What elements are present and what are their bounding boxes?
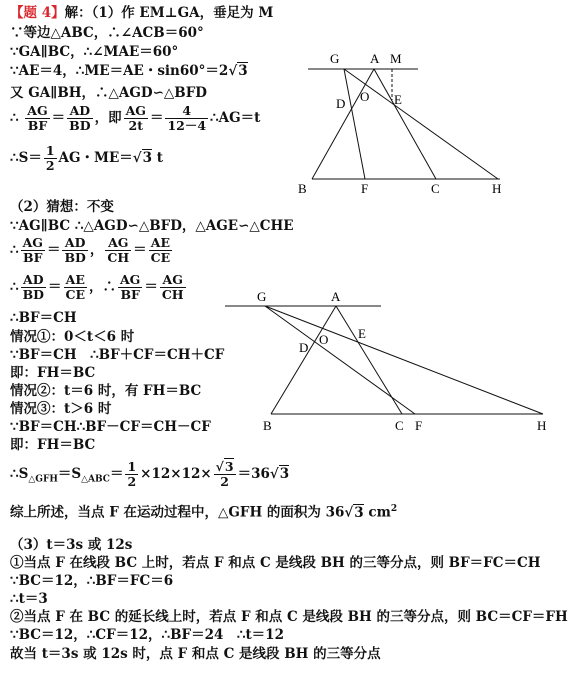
label-G: G bbox=[257, 290, 267, 304]
fraction: $\frac{√3}{2}$ bbox=[215, 459, 234, 489]
fraction: $\frac{AG}{BF}$ bbox=[27, 103, 48, 133]
label-F: F bbox=[415, 418, 423, 433]
part2-conclusion: 综上所述，当点 F 在运动过程中，△GFH 的面积为 36√3 $cm^2$ bbox=[10, 504, 398, 521]
label-F: F bbox=[361, 181, 369, 196]
fraction: $\frac{1}{2}$ bbox=[127, 459, 137, 489]
part3-line: 故当 t＝3s 或 12s 时，点 F 和点 C 是线段 BH 的三等分点 bbox=[10, 646, 381, 662]
part1-line: ∵AE＝4，∴ME＝AE・sin60°＝2√3 bbox=[10, 63, 248, 79]
problem-number: 【题 4】 bbox=[10, 5, 65, 21]
fraction: $\frac{AD}{BD}$ bbox=[64, 235, 86, 265]
part3-line: ∴t＝3 bbox=[10, 591, 48, 607]
part1-line: 又 GA∥BH，∴△AGD∽△BFD bbox=[10, 85, 208, 101]
part2-line: 即：FH＝BC bbox=[10, 437, 96, 453]
geometry-figure-1 bbox=[290, 50, 520, 200]
label-G: G bbox=[330, 51, 340, 66]
part3-line: ①当点 F 在线段 BC 上时，若点 F 和点 C 是线段 BH 的三等分点，则 BF＝FC＝CH bbox=[10, 555, 541, 571]
label-D: D bbox=[336, 96, 346, 111]
fraction: $\frac{AG}{BF}$ bbox=[119, 272, 141, 302]
label-D: D bbox=[299, 340, 309, 355]
fraction: $\frac{AG}{CH}$ bbox=[161, 272, 184, 302]
part2-line: 情况②：t＝6 时，有 FH＝BC bbox=[10, 383, 202, 399]
part2-line: 情况①：0＜t＜6 时 bbox=[10, 329, 135, 345]
label-E: E bbox=[358, 326, 366, 341]
part3-line: ②当点 F 在 BC 的延长线上时，若点 F 和点 C 是线段 BH 的三等分点，则 BC＝CF＝FH bbox=[10, 609, 568, 625]
part2-heading: （2）猜想：不变 bbox=[10, 199, 114, 215]
fraction: $\frac{AE}{CE}$ bbox=[150, 235, 171, 265]
part2-ratio-line: ∴ $\frac{AD}{BD}$ ＝ $\frac{AE}{CE}$ ，∴ $\frac{AG}{BF}$ ＝ $\frac{AG}{CH}$ bbox=[10, 272, 184, 302]
part1-ratio-line: ∴ $\frac{AG}{BF}$ ＝ $\frac{AD}{BD}$ ，即 $\frac{AG}{2t}$ ＝ $\frac{4}{12-4}$ ∴AG＝t bbox=[10, 103, 261, 133]
part2-line: ∵BF＝CH∴BF－CF＝CH－CF bbox=[10, 419, 211, 435]
part2-line: ∵AG∥BC ∴△AGD∽△BFD，△AGE∽△CHE bbox=[10, 218, 294, 234]
geometry-figure-2 bbox=[225, 290, 560, 440]
part2-line: ∵BF＝CH ∴BF＋CF＝CH＋CF bbox=[10, 347, 225, 363]
label-E: E bbox=[394, 92, 402, 107]
fraction: $\frac{AD}{BD}$ bbox=[22, 272, 44, 302]
part1-heading: 解：（1）作 EM⊥GA，垂足为 M bbox=[64, 5, 274, 21]
label-B: B bbox=[298, 181, 307, 196]
fraction: $\frac{AG}{BF}$ bbox=[22, 235, 43, 265]
label-H: H bbox=[492, 181, 502, 196]
part2-line: 情况③：t＞6 时 bbox=[10, 401, 112, 417]
fraction: $\frac{AE}{CE}$ bbox=[65, 272, 85, 302]
label-A: A bbox=[331, 290, 341, 304]
part2-area-line: $\therefore S_{\triangle GFH}=S_{\triangle ABC}=$ $\frac{1}{2}$ ×12×12× $\frac{√3}{2}$ ＝36√3 bbox=[10, 459, 290, 489]
part1-line: ∵等边△ABC，∴∠ACB＝60° bbox=[10, 25, 204, 41]
label-O: O bbox=[319, 332, 329, 347]
part3-line: ∵BC＝12，∴CF＝12，∴BF＝24 ∴t＝12 bbox=[10, 627, 284, 643]
fraction: $\frac{AD}{BD}$ bbox=[69, 103, 91, 133]
label-A: A bbox=[370, 51, 380, 66]
label-O: O bbox=[360, 89, 370, 104]
fraction: $\frac{AG}{CH}$ bbox=[107, 235, 130, 265]
fraction: $\frac{1}{2}$ bbox=[45, 143, 55, 173]
part3-line: ∵BC＝12，∴BF＝FC＝6 bbox=[10, 573, 174, 589]
label-B: B bbox=[263, 418, 272, 433]
part2-ratio-line: ∴ $\frac{AG}{BF}$ ＝ $\frac{AD}{BD}$ ， $\frac{AG}{CH}$ ＝ $\frac{AE}{CE}$ bbox=[10, 235, 171, 265]
label-M: M bbox=[390, 51, 402, 66]
part2-line: ∴BF＝CH bbox=[10, 310, 77, 326]
label-C: C bbox=[395, 418, 404, 433]
part1-line: ∵GA∥BC，∴∠MAE＝60° bbox=[10, 44, 179, 60]
part1-area-line: ∴S＝ $\frac{1}{2}$ AG・ME＝√3 t bbox=[10, 143, 164, 173]
fraction: $\frac{AG}{2t}$ bbox=[125, 103, 146, 133]
problem-heading bbox=[10, 4, 273, 22]
part3-line: （3）t＝3s 或 12s bbox=[10, 537, 133, 553]
label-C: C bbox=[431, 181, 440, 196]
label-H: H bbox=[537, 418, 547, 433]
fraction: $\frac{4}{12-4}$ bbox=[167, 103, 207, 133]
part2-line: 即：FH＝BC bbox=[10, 365, 96, 381]
